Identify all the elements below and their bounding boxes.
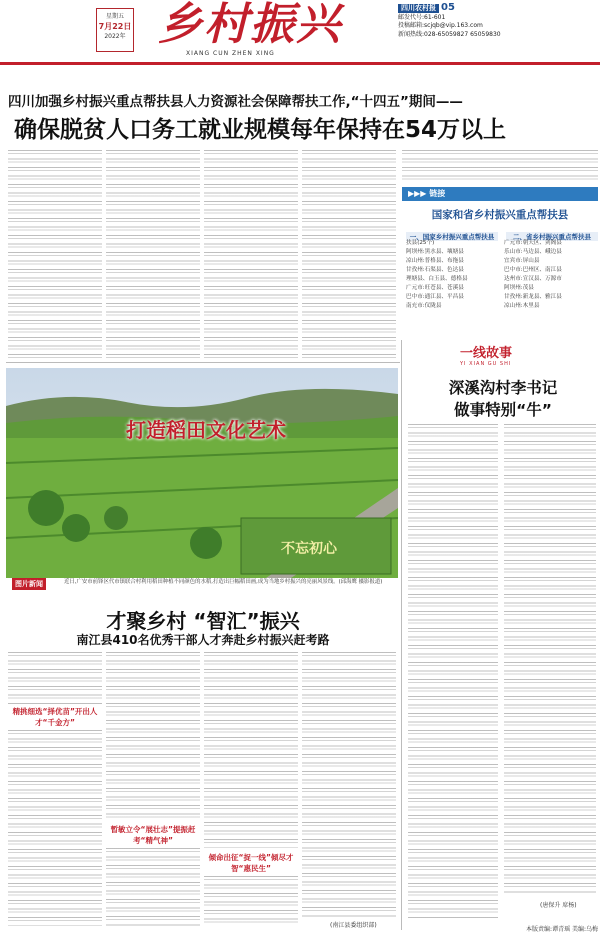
list-item: 甘孜州:石渠县、色达县	[406, 267, 464, 273]
masthead	[0, 0, 600, 62]
series-title-en: YI XIAN GU SHI	[460, 361, 512, 367]
story3-headline-line2: 做事特别“牛”	[454, 401, 552, 419]
list-item: 达州市:宣汉县、万源市	[504, 276, 562, 282]
photo-caption-text: 近日,广安市前锋区代市镇联合村利用稻田种植不同颜色的水稻,打造出巨幅稻田画,成为当地乡村振兴的亮丽风景线。(邱海鹰 摄影报道)	[64, 579, 383, 585]
link-sub-province: 二、省乡村振兴重点帮扶县	[506, 232, 598, 241]
story2-subheadline: 南江县410名优秀干部人才奔赴乡村振兴赶考路	[76, 633, 330, 647]
link-title: 国家和省乡村振兴重点帮扶县	[431, 209, 569, 221]
story2-column	[204, 652, 298, 848]
page-editor-note: 本版责编:谭青瑶 美编:乌梅	[526, 926, 598, 933]
story2-sub-a: 精挑细选“择优苗”开出人才“千金方”	[12, 707, 98, 727]
story2-column	[8, 730, 102, 926]
series-title: 一线故事	[460, 346, 513, 361]
story2-column	[204, 876, 298, 926]
list-item: 甘孜州:新龙县、雅江县	[504, 294, 562, 300]
list-item: 广元市:旺苍县、苍溪县	[406, 285, 464, 291]
lead-column	[106, 150, 200, 360]
story2-column	[106, 848, 200, 926]
lead-column	[8, 150, 102, 360]
list-item: 理塘县、白玉县、德格县	[406, 276, 468, 282]
divider	[401, 340, 402, 930]
story2-column	[106, 652, 200, 820]
story3-headline-line1: 深溪沟村李书记	[448, 379, 558, 397]
lead-column	[302, 150, 396, 360]
story2-headline: 才聚乡村 “智汇”振兴	[106, 609, 300, 633]
contact-line: 新闻热线:028-65059827 65059830	[398, 30, 501, 38]
year: 2022年	[104, 33, 126, 40]
rice-field-illustration	[6, 368, 398, 578]
list-item: 南充市:仪陇县	[406, 303, 442, 309]
list-item: 阿坝州:茂县	[504, 285, 534, 291]
section-logo-text: 乡村振兴	[158, 0, 342, 50]
photo-banner-text: 打造稻田文化艺术	[126, 418, 286, 442]
divider	[6, 362, 400, 363]
link-list-province	[504, 239, 596, 311]
date-box	[96, 8, 134, 52]
link-box	[402, 187, 598, 337]
story2-sub-c: 倾命出征“捉一线”倾尽才智“惠民生”	[208, 853, 294, 873]
section-logo	[158, 0, 398, 62]
list-item: 凉山州:普格县、布拖县	[406, 258, 464, 264]
photo-caption	[6, 578, 398, 602]
list-item: 凉山州:木里县	[504, 303, 540, 309]
contact-line: 投稿邮箱:scjqb@vip.163.com	[398, 22, 483, 29]
section-logo-pinyin: XIANG CUN ZHEN XING	[186, 50, 275, 57]
lead-column	[402, 150, 598, 182]
story2-credit: (南江县委组织部)	[330, 922, 377, 929]
lead-headline: 确保脱贫人口务工就业规模每年保持在54万以上	[14, 117, 507, 143]
story3-column	[408, 424, 498, 920]
story2-column	[8, 652, 102, 704]
link-sub-national: 一、国家乡村振兴重点帮扶县	[406, 232, 498, 241]
list-item: 巴中市:巴州区、南江县	[504, 267, 562, 273]
press-info	[398, 4, 598, 39]
page-number: 05	[441, 2, 455, 13]
masthead-rule	[0, 62, 600, 65]
list-item: 阿坝州:黑水县、壤塘县	[406, 249, 464, 255]
list-item: 广元市:朝天区、剑阁县	[504, 240, 562, 246]
list-item: 巴中市:通江县、平昌县	[406, 294, 464, 300]
story3-column	[504, 424, 596, 894]
contact-line: 邮发代号:61-601	[398, 13, 446, 21]
list-item: 乐山市:马边县、峨边县	[504, 249, 562, 255]
rice-field-photo	[6, 368, 398, 578]
story2-column	[302, 652, 396, 918]
picture-news-tag: 图片新闻	[12, 578, 46, 590]
lead-kicker: 四川加强乡村振兴重点帮扶县人力资源社会保障帮扶工作,“十四五”期间——	[8, 94, 463, 110]
story2-sub-b: 暂敏立令“展壮志”提振赶考“精气神”	[110, 825, 196, 845]
photo-corner-text: 不忘初心	[281, 541, 337, 557]
story3-credit: (唐保升 席杨)	[540, 902, 577, 909]
weekday: 星期五	[105, 13, 124, 20]
link-list-national	[406, 239, 498, 311]
link-bar: ▶▶▶ 链接	[402, 187, 598, 201]
list-item: 宜宾市:屏山县	[504, 258, 540, 264]
list-item: 扶县(25个)	[406, 240, 435, 246]
paper-brand: 四川农村报	[398, 4, 439, 13]
month-day: 7月22日	[98, 22, 132, 31]
series-logo	[460, 342, 580, 372]
lead-column	[204, 150, 298, 360]
